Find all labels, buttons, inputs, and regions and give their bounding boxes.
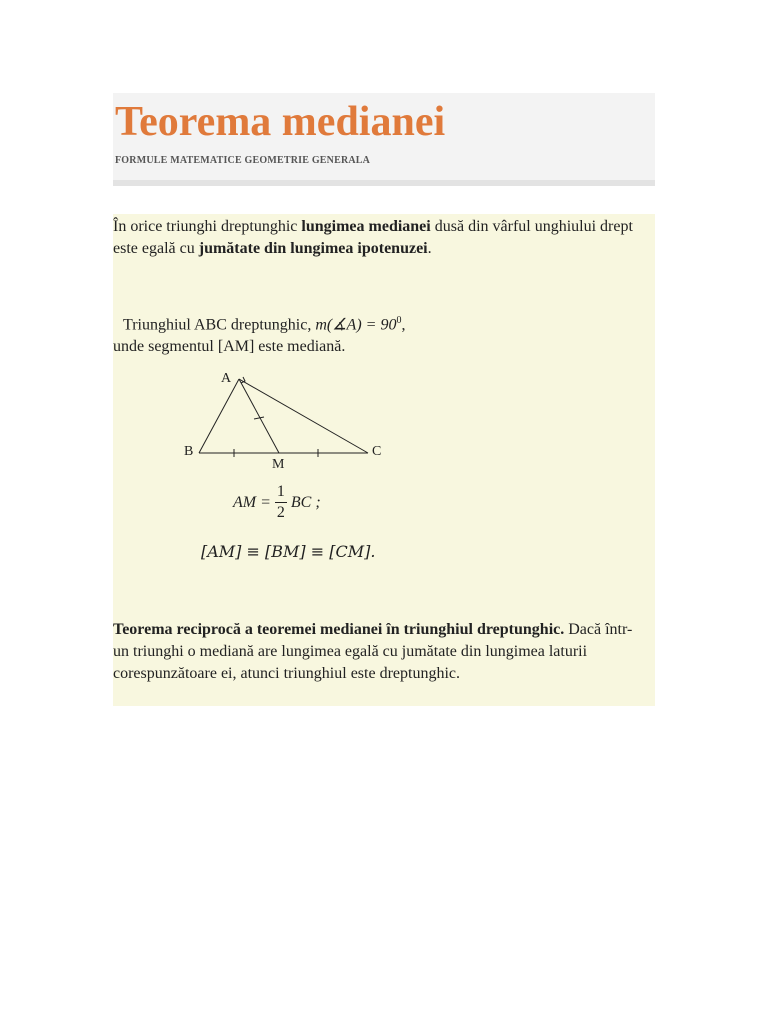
label-a: A: [221, 371, 232, 386]
congruence-formula: [AM] ≡ [BM] ≡ [CM].: [201, 542, 376, 561]
page-header: [113, 93, 655, 186]
label-c: C: [372, 444, 382, 459]
angle-formula: m(∡A) = 90: [315, 316, 397, 334]
side-ac: [239, 379, 368, 453]
category-links[interactable]: FORMULE MATEMATICE GEOMETRIE GENERALA: [115, 155, 371, 166]
fraction-denominator: 2: [276, 504, 285, 521]
triangle-statement: [123, 310, 405, 336]
intro-bold-1: lungimea medianei: [301, 218, 431, 235]
statement-text: Triunghiul ABC dreptunghic,: [123, 316, 316, 334]
reciprocal-paragraph: [113, 619, 648, 685]
intro-text-3: .: [427, 240, 432, 257]
fraction-numerator: 1: [275, 482, 287, 503]
triangle-diagram: [183, 369, 423, 474]
tick-am: [254, 417, 264, 419]
degree-sup: 0: [396, 315, 402, 326]
intro-text-1: În orice triunghi dreptunghic: [113, 218, 302, 235]
intro-bold-2: jumătate din lungimea ipotenuzei: [198, 240, 428, 257]
formula-right: BC ;: [290, 493, 321, 511]
reciprocal-title: Teorema reciprocă a teoremei medianei în triunghiul dreptunghic.: [113, 621, 565, 638]
fraction: [275, 482, 287, 523]
side-ab: [199, 379, 239, 453]
reciprocal-text: Dacă într-un triunghi o mediană are lungimea egală cu jumătate din lungimea laturii corespunzătoare ei, atunci triunghiul este dreptunghic.: [113, 621, 633, 682]
median-formula: [233, 482, 321, 523]
statement-end: ,: [401, 316, 406, 334]
formula-left: AM =: [233, 493, 271, 511]
page-title: Teorema medianei: [115, 99, 446, 145]
intro-paragraph: [113, 216, 648, 260]
content-box: [113, 214, 655, 706]
label-m: M: [272, 457, 285, 472]
intro-text-2: dusă din vârful unghiului drept este egală cu: [113, 218, 633, 257]
median-statement: unde segmentul [AM] este mediană.: [113, 338, 346, 355]
label-b: B: [184, 444, 194, 459]
